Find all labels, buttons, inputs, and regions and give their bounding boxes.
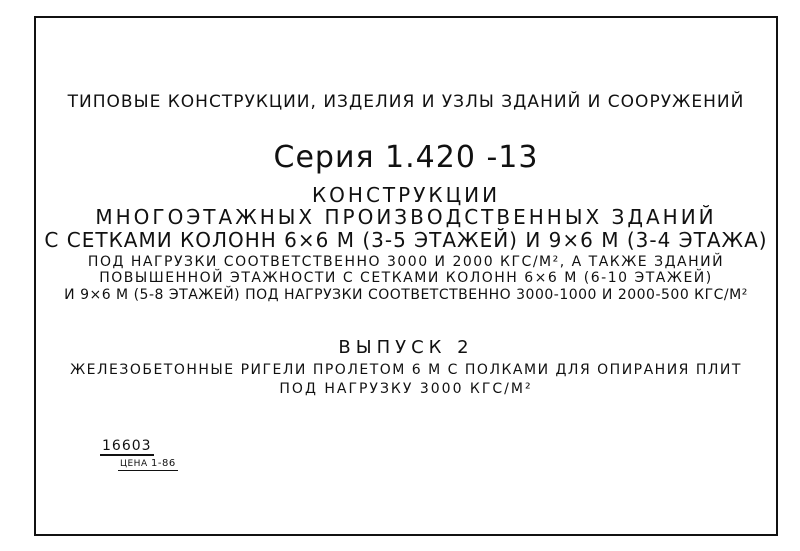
price-block	[118, 458, 178, 471]
price-value: 1-86	[150, 458, 176, 469]
issue-description-line-2: ПОД НАГРУЗКУ 3000 КГС/М²	[279, 381, 533, 397]
document-code: 16603	[102, 438, 152, 454]
main-title-line-3: С СЕТКАМИ КОЛОНН 6×6 М (3-5 ЭТАЖЕЙ) И 9×6 М (3-4 ЭТАЖА)	[44, 228, 768, 252]
issue-description-line-1: ЖЕЛЕЗОБЕТОННЫЕ РИГЕЛИ ПРОЛЕТОМ 6 М С ПОЛКАМИ ДЛЯ ОПИРАНИЯ ПЛИТ	[70, 362, 742, 378]
main-title-line-2: МНОГОЭТАЖНЫХ ПРОИЗВОДСТВЕННЫХ ЗДАНИЙ	[95, 205, 717, 229]
main-title-line-1: КОНСТРУКЦИИ	[311, 183, 501, 207]
issue-number: ВЫПУСК 2	[338, 337, 474, 358]
main-title-line-4: ПОД НАГРУЗКИ СООТВЕТСТВЕННО 3000 И 2000 КГС/М², А ТАКЖЕ ЗДАНИЙ	[87, 254, 725, 270]
header-title: ТИПОВЫЕ КОНСТРУКЦИИ, ИЗДЕЛИЯ И УЗЛЫ ЗДАНИЙ И СООРУЖЕНИЙ	[67, 92, 745, 112]
main-title-line-6: И 9×6 М (5-8 ЭТАЖЕЙ) ПОД НАГРУЗКИ СООТВЕТСТВЕННО 3000-1000 И 2000-500 КГС/М²	[64, 287, 748, 303]
series-number: Серия 1.420 -13	[273, 140, 539, 175]
price-label: ЦЕНА	[120, 459, 148, 469]
main-title-line-5: ПОВЫШЕННОЙ ЭТАЖНОСТИ С СЕТКАМИ КОЛОНН 6×6 М (6-10 ЭТАЖЕЙ)	[99, 270, 713, 286]
